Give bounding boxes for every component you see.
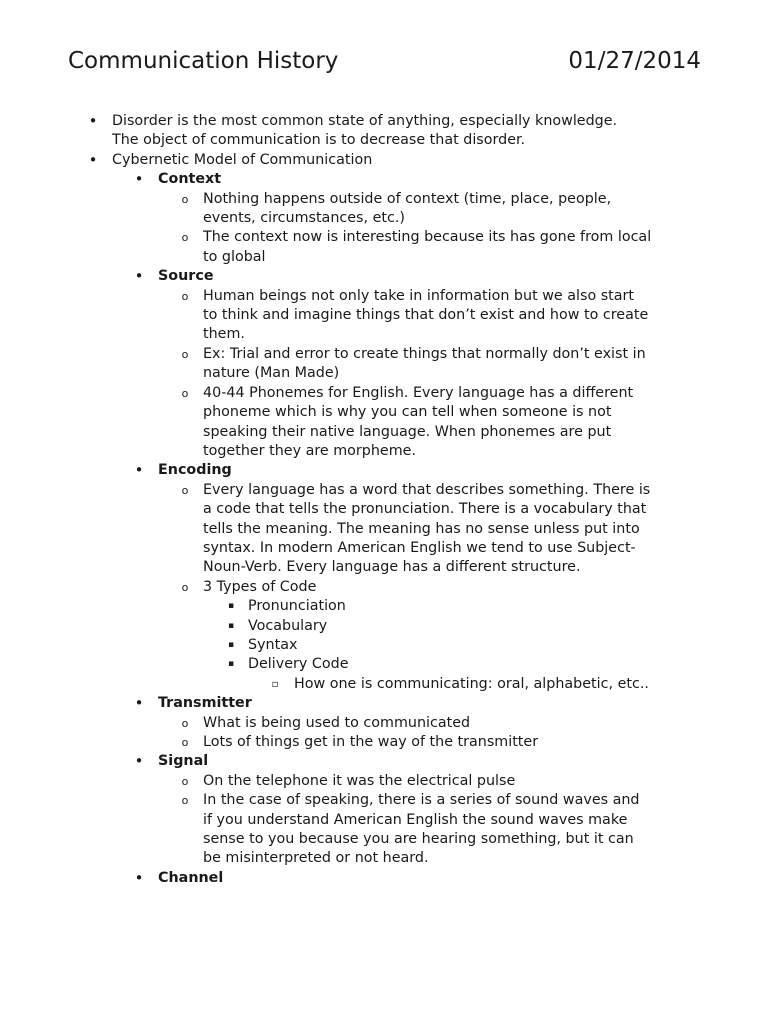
bullet-icon: • bbox=[134, 170, 144, 189]
outline-text-line: Pronunciation bbox=[248, 598, 346, 615]
outline-text-line: Context bbox=[158, 171, 222, 188]
outline-text-line: How one is communicating: oral, alphabetic, etc.. bbox=[294, 675, 649, 692]
outline-text-line: tells the meaning. The meaning has no sense unless put into bbox=[203, 520, 640, 537]
outline-text-line: What is being used to communicated bbox=[203, 714, 471, 731]
outline-text-line: Delivery Code bbox=[248, 656, 349, 673]
outline-item bbox=[0, 714, 768, 733]
document-title: Communication History bbox=[68, 48, 339, 74]
bullet-icon: o bbox=[181, 580, 189, 594]
outline-heading bbox=[0, 869, 768, 888]
outline-text-line: them. bbox=[203, 326, 245, 343]
outline-text-line: Source bbox=[158, 268, 214, 285]
outline-heading bbox=[0, 170, 768, 189]
bullet-icon: ▪ bbox=[227, 659, 235, 670]
outline-text-line: Noun-Verb. Every language has a different structure. bbox=[203, 559, 581, 576]
outline-item bbox=[0, 151, 768, 170]
outline-text-line: Every language has a word that describes something. There is bbox=[203, 481, 651, 498]
bullet-icon: • bbox=[88, 112, 98, 130]
outline-text-line: Lots of things get in the way of the transmitter bbox=[203, 734, 539, 750]
outline-text-line: Human beings not only take in information but we also start bbox=[203, 287, 635, 304]
outline-text-line: Nothing happens outside of context (time, place, people, bbox=[203, 190, 612, 207]
outline-text-line: Ex: Trial and error to create things that normally don’t exist in bbox=[203, 345, 646, 362]
outline-item bbox=[0, 733, 768, 752]
outline-text-line: if you understand American English the sound waves make bbox=[203, 811, 628, 828]
outline-text-line: syntax. In modern American English we tend to use Subject- bbox=[203, 539, 636, 556]
outline-text-line: together they are morpheme. bbox=[203, 442, 416, 459]
bullet-icon: ▪ bbox=[227, 639, 235, 650]
bullet-icon: ▪ bbox=[227, 601, 235, 612]
bullet-icon: ▪ bbox=[227, 620, 235, 631]
outline-text-line: be misinterpreted or not heard. bbox=[203, 850, 429, 867]
outline-heading bbox=[0, 752, 768, 771]
bullet-icon: o bbox=[181, 231, 189, 245]
outline-text-line: phoneme which is why you can tell when someone is not bbox=[203, 404, 612, 421]
outline-item bbox=[0, 112, 768, 151]
outline-text-line: Signal bbox=[158, 753, 209, 770]
outline-item bbox=[0, 772, 768, 791]
bullet-icon: o bbox=[181, 289, 189, 303]
bullet-icon: o bbox=[181, 736, 189, 749]
outline-heading bbox=[0, 461, 768, 480]
bullet-icon: • bbox=[88, 150, 98, 169]
outline-text-line: 3 Types of Code bbox=[203, 578, 317, 595]
bullet-icon: o bbox=[181, 386, 189, 400]
outline-text-line: The context now is interesting because its has gone from local bbox=[203, 229, 652, 246]
outline-text-line: On the telephone it was the electrical pulse bbox=[203, 772, 516, 789]
bullet-icon: o bbox=[181, 716, 189, 730]
bullet-icon: • bbox=[134, 461, 144, 480]
bullet-icon: o bbox=[181, 192, 189, 206]
outline-item bbox=[0, 190, 768, 229]
outline-text-line: Transmitter bbox=[158, 695, 252, 712]
outline-text-line: The object of communication is to decrease that disorder. bbox=[112, 132, 526, 149]
bullet-icon: • bbox=[134, 694, 144, 713]
outline-text-line: Channel bbox=[158, 869, 224, 886]
document-header bbox=[68, 46, 701, 76]
document-date: 01/27/2014 bbox=[568, 48, 701, 74]
outline-text-line: Cybernetic Model of Communication bbox=[112, 151, 373, 168]
outline-item bbox=[0, 578, 768, 597]
bullet-icon: o bbox=[181, 347, 189, 361]
bullet-icon: ▫ bbox=[271, 678, 279, 690]
outline-item bbox=[0, 655, 768, 674]
outline-item bbox=[0, 481, 768, 578]
outline-item bbox=[0, 617, 768, 636]
outline-text-line: Syntax bbox=[248, 636, 298, 653]
bullet-icon: • bbox=[134, 868, 144, 887]
outline-text-line: to think and imagine things that don’t exist and how to create bbox=[203, 307, 649, 324]
outline-text-line: to global bbox=[203, 248, 266, 265]
outline-text-line: Vocabulary bbox=[248, 617, 328, 634]
outline-text-line: events, circumstances, etc.) bbox=[203, 210, 405, 227]
outline-item bbox=[0, 228, 768, 267]
outline-item bbox=[0, 791, 768, 869]
bullet-icon: o bbox=[181, 774, 189, 788]
outline-heading bbox=[0, 694, 768, 713]
outline-text-line: In the case of speaking, there is a series of sound waves and bbox=[203, 792, 640, 809]
outline-text-line: speaking their native language. When phonemes are put bbox=[203, 423, 612, 440]
outline-text-line: a code that tells the pronunciation. There is a vocabulary that bbox=[203, 501, 647, 518]
outline-text-line: 40-44 Phonemes for English. Every language has a different bbox=[203, 384, 634, 401]
bullet-icon: o bbox=[181, 483, 189, 497]
outline-text-line: sense to you because you are hearing something, but it can bbox=[203, 831, 634, 848]
bullet-icon: • bbox=[134, 267, 144, 286]
outline-item bbox=[0, 636, 768, 655]
outline-item bbox=[0, 345, 768, 384]
outline-text-line: nature (Man Made) bbox=[203, 365, 340, 382]
bullet-icon: o bbox=[181, 794, 189, 808]
outline-item bbox=[0, 675, 768, 694]
notes-outline bbox=[0, 112, 768, 888]
outline-item bbox=[0, 384, 768, 462]
outline-item bbox=[0, 287, 768, 345]
outline-text-line: Encoding bbox=[158, 462, 232, 479]
outline-text-line: Disorder is the most common state of anything, especially knowledge. bbox=[112, 113, 618, 129]
outline-item bbox=[0, 597, 768, 616]
outline-heading bbox=[0, 267, 768, 286]
bullet-icon: • bbox=[134, 752, 144, 771]
